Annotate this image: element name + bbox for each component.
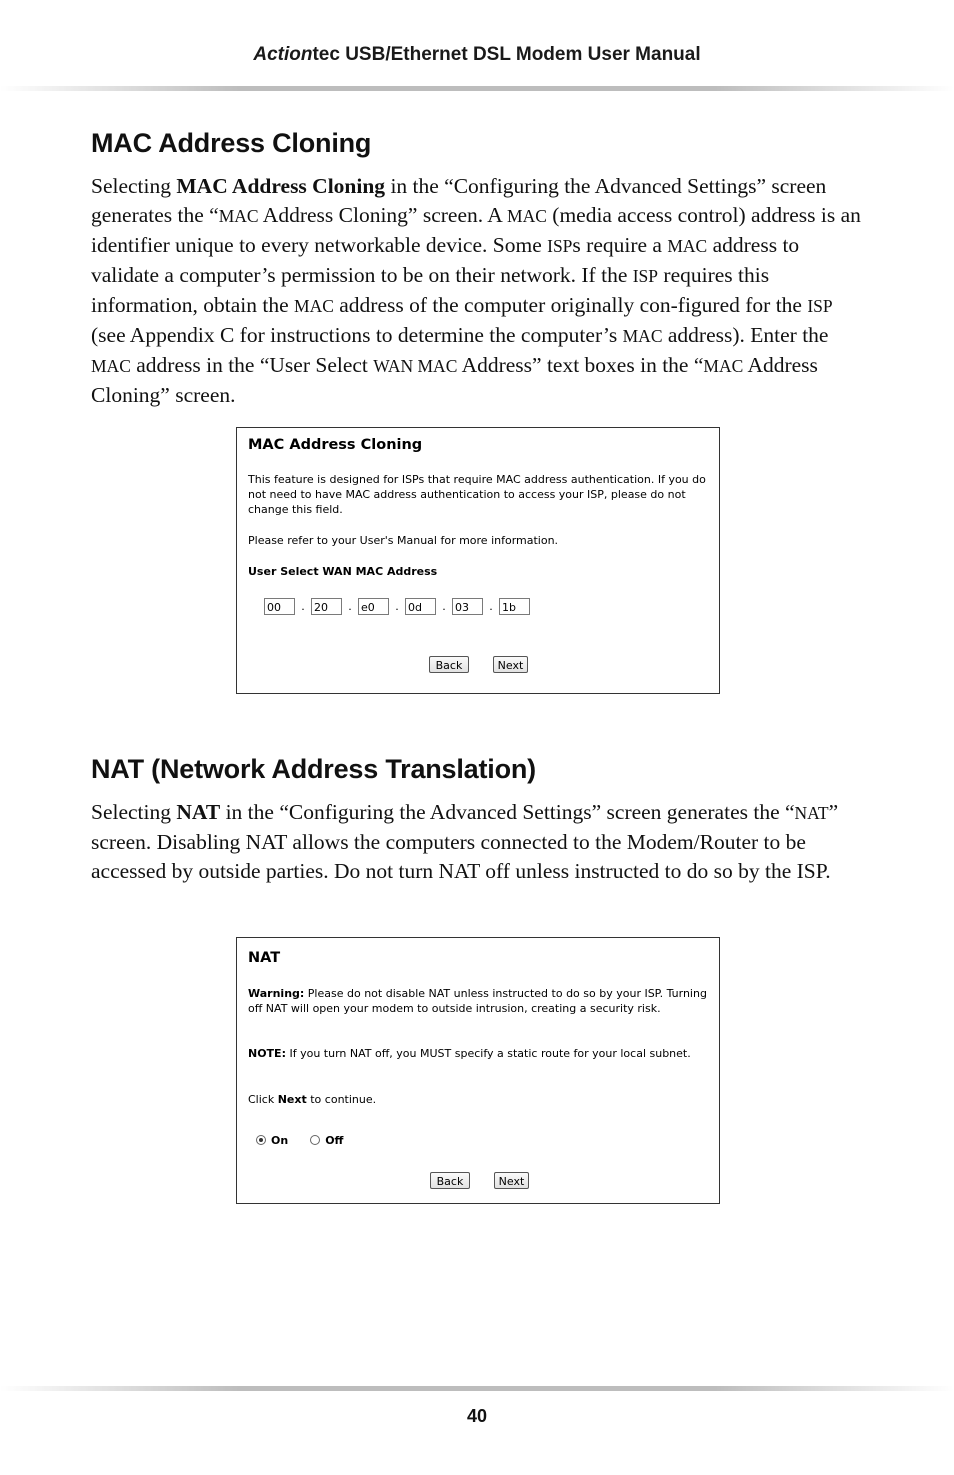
text-run: Address Cloning” screen. (91, 353, 818, 407)
nat-next-button[interactable]: Next (494, 1172, 529, 1189)
note-body: If you turn NAT off, you MUST specify a static route for your local subnet. (285, 1047, 691, 1060)
nat-off-radio[interactable] (310, 1135, 320, 1145)
text-run: requires this information, obtain the (91, 263, 770, 317)
text-run: s require a (572, 233, 668, 257)
text-run: Selecting (91, 800, 177, 824)
nat-screen-title: NAT (248, 950, 281, 966)
text-run: Address” text boxes in the “ (457, 353, 704, 377)
text-run: address to validate a computer’s permission to be on their network. If the (91, 233, 800, 287)
text-run-smallcaps: MAC (218, 206, 259, 226)
note-label: NOTE: (248, 1047, 286, 1060)
nat-on-radio[interactable] (256, 1135, 266, 1145)
text-run-smallcaps: MAC (667, 236, 708, 256)
mac-cloning-paragraph (91, 172, 871, 410)
header-brand-rest: tec (312, 44, 340, 65)
page-number: 40 (466, 1406, 488, 1426)
text-run: address). Enter the (662, 323, 829, 347)
text-run-smallcaps: ISP (807, 296, 833, 316)
warning-body: Please do not disable NAT unless instructed to do so by your ISP. Turning off NAT will open your modem to outside intrusion, creating a security risk. (248, 987, 707, 1015)
text-run: in the “Configuring the Advanced Settings” screen generates the “ (91, 174, 827, 227)
mac-cloning-screenshot (236, 427, 720, 694)
text-run-smallcaps: WAN MAC (373, 356, 458, 376)
text-run-bold: MAC Address Cloning (176, 174, 386, 198)
text-run: in the “Configuring the Advanced Settings” screen generates the “ (220, 800, 795, 824)
text-run: address of the computer originally con-figured for the (333, 293, 808, 317)
text-run: (media access control) address is an identifier unique to every networkable device. Some (91, 203, 861, 257)
header-rule (0, 86, 954, 91)
text-run-smallcaps: ISP (547, 236, 573, 256)
octet-separator: . (442, 600, 446, 613)
text-run-smallcaps: NAT (794, 803, 829, 823)
text-run: Address Cloning” screen. A (258, 203, 508, 227)
nat-screenshot (236, 937, 720, 1204)
section-heading-nat: NAT (Network Address Translation) (91, 754, 536, 784)
octet-separator: . (395, 600, 399, 613)
text-run-smallcaps: MAC (507, 206, 547, 226)
warning-label: Warning: (248, 987, 305, 1000)
mac-octet-4-input[interactable]: 0d (405, 598, 436, 615)
section-heading-mac-cloning: MAC Address Cloning (91, 128, 372, 158)
text-run-smallcaps: MAC (703, 356, 744, 376)
text-run: to continue. (306, 1093, 377, 1106)
nat-back-button[interactable]: Back (430, 1172, 470, 1189)
text-run-bold: NAT (176, 800, 221, 824)
octet-separator: . (301, 600, 305, 613)
text-run-smallcaps: MAC (622, 326, 663, 346)
mac-screen-refer-text: Please refer to your User's Manual for more information. (248, 534, 559, 547)
text-run-smallcaps: MAC (294, 296, 334, 316)
mac-octet-3-input[interactable]: e0 (358, 598, 389, 615)
text-run: address in the “User Select (130, 353, 374, 377)
nat-click-next-text (248, 1092, 713, 1107)
mac-octet-6-input[interactable]: 1b (499, 598, 530, 615)
mac-octet-5-input[interactable]: 03 (452, 598, 483, 615)
text-run: Click (248, 1093, 278, 1106)
mac-octet-2-input[interactable]: 20 (311, 598, 342, 615)
text-run-smallcaps: ISP (632, 266, 659, 286)
footer-rule (0, 1386, 954, 1391)
running-header (0, 44, 954, 66)
nat-radio-group (256, 1133, 365, 1147)
text-run: ” screen. Disabling NAT allows the computers connected to the Modem/Router to be accessed by outside parties. Do not turn NAT off unless instructed to do so by the ISP. (91, 800, 839, 883)
mac-next-button[interactable]: Next (493, 656, 528, 673)
nat-note-text (248, 1046, 713, 1061)
header-brand-italic: Action (253, 44, 313, 65)
mac-screen-description: This feature is designed for ISPs that require MAC address authentication. If you do not need to have MAC address authentication to access your ISP, please do not change this field. (248, 473, 706, 516)
mac-back-button[interactable]: Back (429, 656, 469, 673)
mac-octet-row (264, 598, 530, 615)
nat-paragraph (91, 798, 871, 886)
nat-on-label: On (271, 1133, 289, 1147)
octet-separator: . (348, 600, 352, 613)
text-run: (see Appendix C for instructions to determine the computer’s (91, 323, 623, 347)
octet-separator: . (489, 600, 493, 613)
wan-mac-field-label: User Select WAN MAC Address (248, 565, 438, 578)
mac-screen-title: MAC Address Cloning (248, 437, 423, 453)
text-run: Selecting (91, 174, 177, 198)
mac-octet-1-input[interactable]: 00 (264, 598, 295, 615)
nat-off-label: Off (325, 1133, 344, 1147)
text-run-smallcaps: MAC (91, 356, 131, 376)
text-run-bold: Next (277, 1093, 307, 1106)
nat-warning-text (248, 986, 713, 1016)
header-title: USB/Ethernet DSL Modem User Manual (339, 44, 701, 65)
